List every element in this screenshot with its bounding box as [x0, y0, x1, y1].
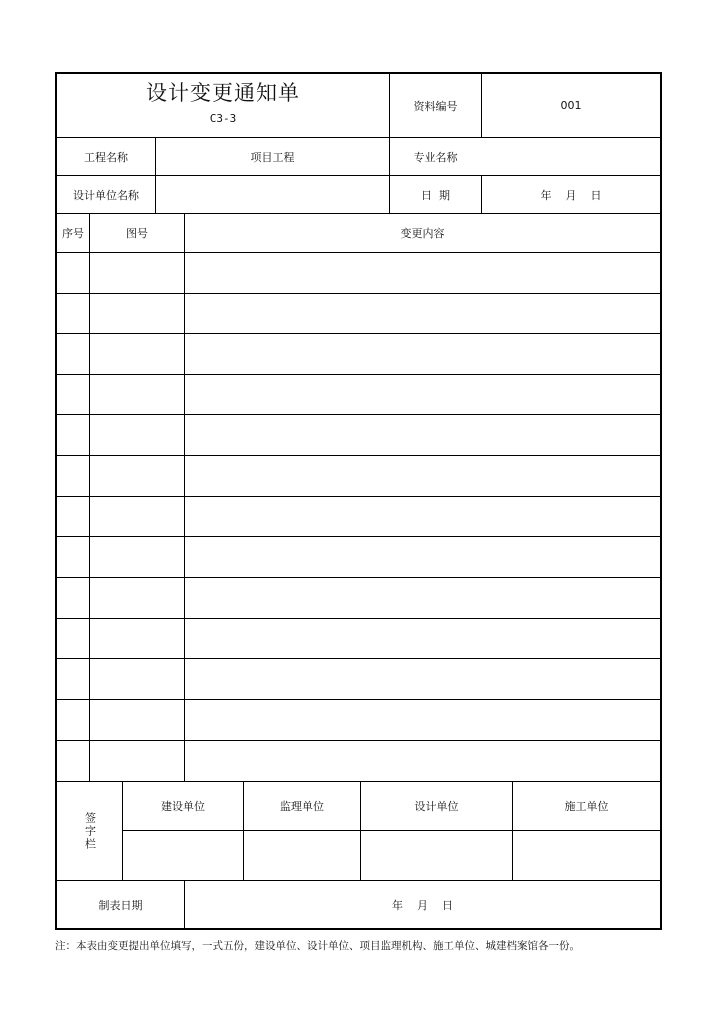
row-change-content-cell[interactable] [185, 456, 660, 496]
row-drawing-no-cell[interactable] [90, 741, 184, 780]
row-seq-cell[interactable] [57, 700, 89, 740]
row-drawing-no-cell[interactable] [90, 334, 184, 374]
row-seq-cell[interactable] [57, 537, 89, 577]
row-change-content-cell[interactable] [185, 659, 660, 699]
row-change-content-cell[interactable] [185, 334, 660, 374]
row-change-content-cell[interactable] [185, 619, 660, 658]
row-change-content-cell[interactable] [185, 537, 660, 577]
row-change-content-cell[interactable] [185, 294, 660, 333]
date-value[interactable]: 年 月 日 [540, 188, 602, 202]
row-seq-cell[interactable] [57, 253, 89, 293]
col-header-drawing-no: 图号 [126, 227, 148, 240]
row-seq-cell[interactable] [57, 497, 89, 536]
row-change-content-cell[interactable] [185, 375, 660, 414]
sig-unit-supervisor: 监理单位 [280, 800, 324, 813]
row-drawing-no-cell[interactable] [90, 415, 184, 455]
row-drawing-no-cell[interactable] [90, 253, 184, 293]
row-drawing-no-cell[interactable] [90, 578, 184, 618]
row-seq-cell[interactable] [57, 456, 89, 496]
prepared-date-label: 制表日期 [98, 899, 143, 912]
row-drawing-no-cell[interactable] [90, 537, 184, 577]
date-label: 日 期 [421, 188, 450, 202]
row-change-content-cell[interactable] [185, 253, 660, 293]
project-name-value[interactable]: 项目工程 [250, 150, 295, 164]
row-change-content-cell[interactable] [185, 741, 660, 780]
sig-box-designer[interactable] [361, 831, 512, 880]
col-header-change-content: 变更内容 [400, 227, 445, 240]
record-no-label: 资料编号 [413, 99, 458, 113]
form-title: 设计变更通知单 [146, 81, 300, 105]
sig-unit-designer: 设计单位 [414, 800, 459, 813]
record-no-value[interactable]: 001 [560, 99, 582, 112]
row-change-content-cell[interactable] [185, 415, 660, 455]
row-drawing-no-cell[interactable] [90, 456, 184, 496]
row-change-content-cell[interactable] [185, 497, 660, 536]
row-seq-cell[interactable] [57, 415, 89, 455]
design-unit-value[interactable] [156, 176, 389, 213]
sig-unit-contractor: 施工单位 [564, 800, 609, 813]
form-code-cell [57, 108, 389, 128]
sig-box-owner[interactable] [123, 831, 243, 880]
form-code: C3-3 [209, 111, 237, 125]
row-seq-cell[interactable] [57, 741, 89, 780]
row-seq-cell[interactable] [57, 659, 89, 699]
sig-box-contractor[interactable] [513, 831, 660, 880]
design-unit-label: 设计单位名称 [73, 188, 139, 202]
footnote: 注：本表由变更提出单位填写，一式五份，建设单位、设计单位、项目监理机构、施工单位、城建档案馆各一份。 [55, 940, 580, 952]
row-change-content-cell[interactable] [185, 578, 660, 618]
row-drawing-no-cell[interactable] [90, 294, 184, 333]
row-drawing-no-cell[interactable] [90, 619, 184, 658]
row-seq-cell[interactable] [57, 334, 89, 374]
form-title-cell [57, 76, 389, 108]
row-seq-cell[interactable] [57, 578, 89, 618]
row-drawing-no-cell[interactable] [90, 497, 184, 536]
sig-unit-owner: 建设单位 [161, 800, 205, 813]
row-seq-cell[interactable] [57, 294, 89, 333]
project-name-label: 工程名称 [84, 150, 128, 164]
row-change-content-cell[interactable] [185, 700, 660, 740]
signature-section-label: 签字栏 [83, 811, 97, 851]
sig-box-supervisor[interactable] [244, 831, 360, 880]
row-drawing-no-cell[interactable] [90, 700, 184, 740]
row-drawing-no-cell[interactable] [90, 659, 184, 699]
prepared-date-value[interactable]: 年 月 日 [392, 899, 453, 912]
row-drawing-no-cell[interactable] [90, 375, 184, 414]
specialty-value[interactable] [482, 138, 660, 175]
specialty-label: 专业名称 [413, 150, 458, 164]
row-seq-cell[interactable] [57, 619, 89, 658]
col-header-seq: 序号 [62, 227, 84, 240]
row-seq-cell[interactable] [57, 375, 89, 414]
signature-section-label-cell [57, 782, 122, 880]
